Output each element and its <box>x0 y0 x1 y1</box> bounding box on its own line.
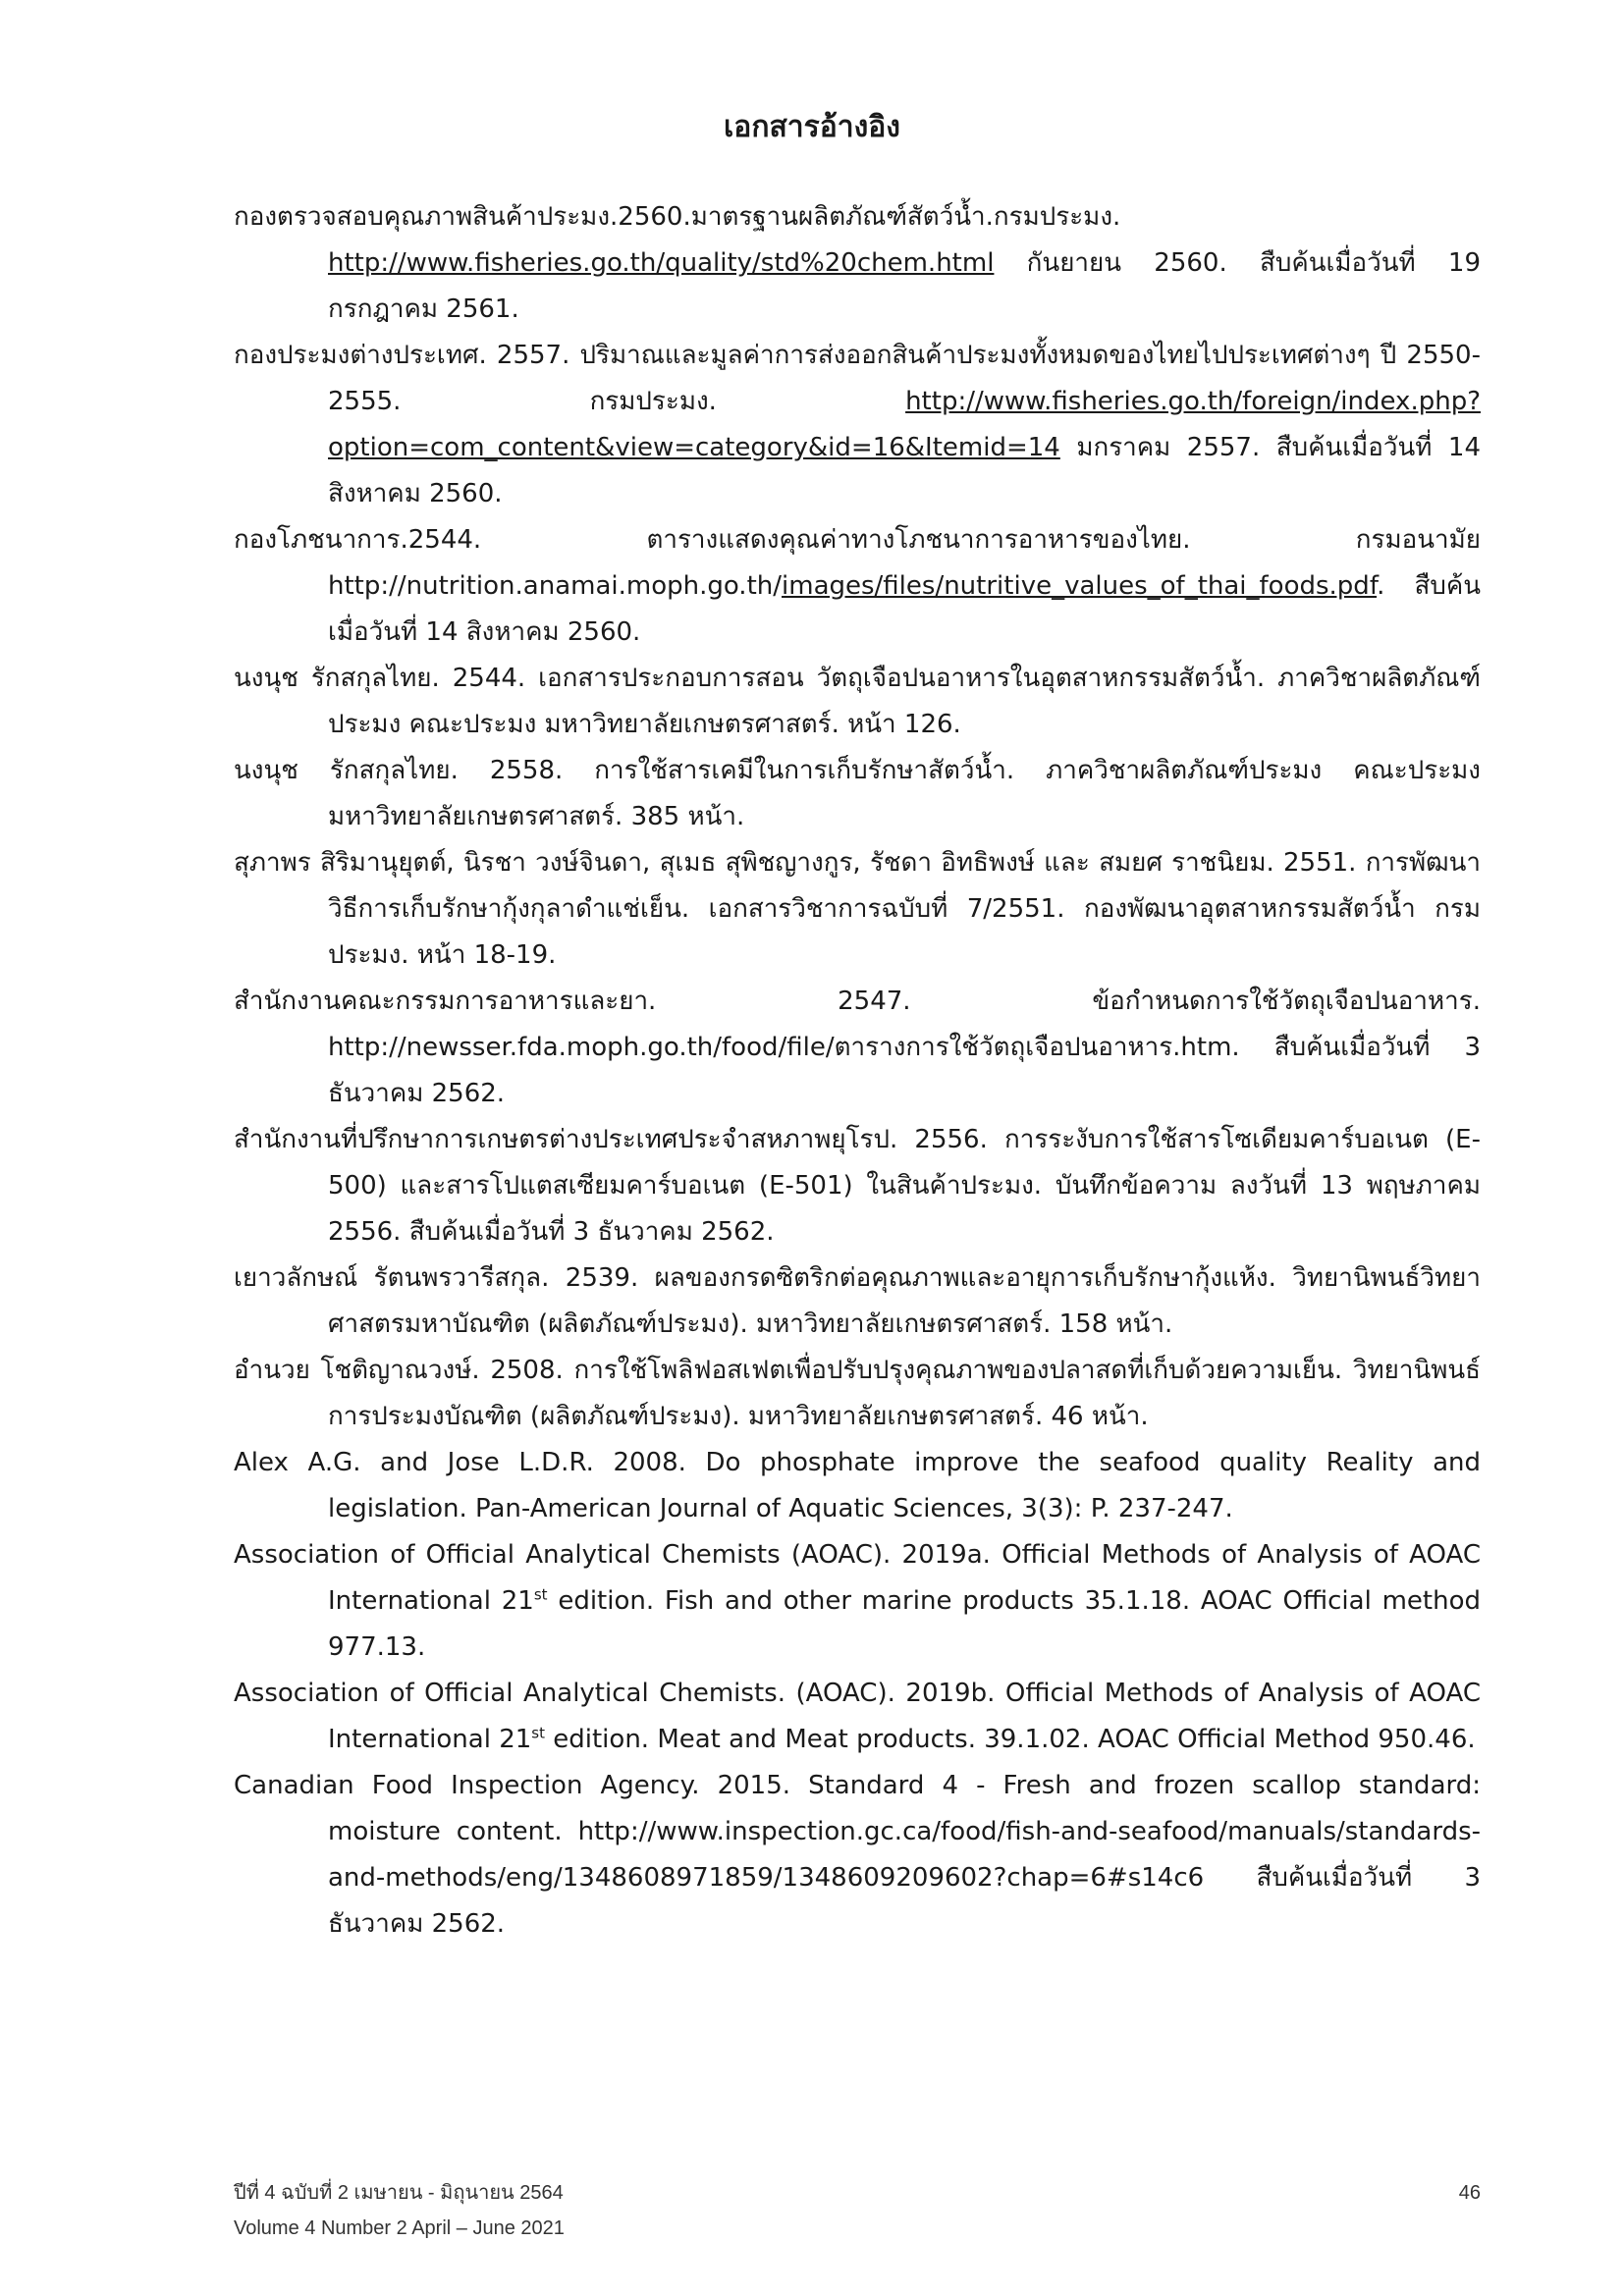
footer-issue-english: Volume 4 Number 2 April – June 2021 <box>234 2217 565 2239</box>
reference-text: มกราคม 2557. สืบค้นเมื่อวันที่ 14 สิงหาคม 2560. <box>328 433 1481 508</box>
reference-text: นงนุช รักสกุลไทย. 2558. การใช้สารเคมีในการเก็บรักษาสัตว์น้ำ. ภาควิชาผลิตภัณฑ์ประมง คณะประมง มหาวิทยาลัยเกษตรศาสตร์. 385 หน้า. <box>234 756 1481 831</box>
reference-text: เยาวลักษณ์ รัตนพรวารีสกุล. 2539. ผลของกรดซิตริกต่อคุณภาพและอายุการเก็บรักษากุ้งแห้ง. วิทยานิพนธ์วิทยาศาสตรมหาบัณฑิต (ผลิตภัณฑ์ประมง). มหาวิทยาลัยเกษตรศาสตร์. 158 หน้า. <box>234 1263 1481 1339</box>
reference-text: กองตรวจสอบคุณภาพสินค้าประมง.2560.มาตรฐานผลิตภัณฑ์สัตว์น้ำ.กรมประมง. <box>234 202 1121 232</box>
reference-entry <box>234 840 1481 979</box>
reference-text: นงนุช รักสกุลไทย. 2544. เอกสารประกอบการสอน วัตถุเจือปนอาหารในอุตสาหกรรมสัตว์น้ำ. ภาควิชาผลิตภัณฑ์ประมง คณะประมง มหาวิทยาลัยเกษตรศาสตร์. หน้า 126. <box>234 664 1481 739</box>
reference-entry <box>234 748 1481 840</box>
reference-text: สุภาพร สิริมานุยุตต์, นิรชา วงษ์จินดา, สุเมธ สุพิชญางกูร, รัชดา อิทธิพงษ์ และ สมยศ ราชนิยม. 2551. การพัฒนาวิธีการเก็บรักษากุ้งกุลาดำแช่เย็น. เอกสารวิชาการฉบับที่ 7/2551. กองพัฒนาอุตสาหกรรมสัตว์น้ำ กรมประมง. หน้า 18-19. <box>234 848 1481 970</box>
reference-text: edition. Fish and other marine products 35.1.18. AOAC Official method 977.13. <box>328 1586 1481 1662</box>
reference-link[interactable]: http://www.fisheries.go.th/quality/std%20chem.html <box>328 248 995 278</box>
reference-entry <box>234 1117 1481 1255</box>
reference-link[interactable]: http://www.fisheries.go.th/foreign/index.php?option=com_content&view=category&id=16&Itemid=14 <box>328 387 1481 462</box>
reference-text: Association of Official Analytical Chemists (AOAC). 2019a. Official Methods of Analysis of AOAC International 21 <box>234 1540 1481 1616</box>
reference-text: . สืบค้นเมื่อวันที่ 14 สิงหาคม 2560. <box>328 571 1481 647</box>
superscript: st <box>531 1724 545 1742</box>
footer <box>234 2175 1481 2246</box>
page-number: 46 <box>1458 2182 1481 2204</box>
reference-list <box>234 194 1481 1948</box>
reference-text: Alex A.G. and Jose L.D.R. 2008. Do phosphate improve the seafood quality Reality and legislation. Pan-American Journal of Aquatic Sciences, 3(3): P. 237-247. <box>234 1448 1481 1523</box>
reference-text: Association of Official Analytical Chemists. (AOAC). 2019b. Official Methods of Analysis of AOAC International 21 <box>234 1679 1481 1754</box>
page-title: เอกสารอ้างอิง <box>724 110 900 144</box>
reference-text: Canadian Food Inspection Agency. 2015. Standard 4 - Fresh and frozen scallop standard: moisture content. http://www.inspection.gc.ca/food/fish-and-seafood/manuals/standards-and-methods/eng/1348608971859/1348609209602?chap=6#s14c6 สืบค้นเมื่อวันที่ 3 ธันวาคม 2562. <box>234 1771 1481 1939</box>
reference-text: สำนักงานคณะกรรมการอาหารและยา. 2547. ข้อกำหนดการใช้วัตถุเจือปนอาหาร. http://newsser.fda.moph.go.th/food/file/ตารางการใช้วัตถุเจือปนอาหาร.htm. สืบค้นเมื่อวันที่ 3 ธันวาคม 2562. <box>234 987 1481 1108</box>
reference-entry <box>234 1440 1481 1532</box>
superscript: st <box>533 1585 548 1604</box>
reference-entry <box>234 333 1481 517</box>
reference-entry <box>234 1255 1481 1348</box>
reference-entry <box>234 1532 1481 1671</box>
reference-link[interactable]: images/files/nutritive_values_of_thai_foods.pdf <box>782 571 1378 601</box>
reference-text: สำนักงานที่ปรึกษาการเกษตรต่างประเทศประจำสหภาพยุโรป. 2556. การระงับการใช้สารโซเดียมคาร์บอเนต (E-500) และสารโปแตสเซียมคาร์บอเนต (E-501) ในสินค้าประมง. บันทึกข้อความ ลงวันที่ 13 พฤษภาคม 2556. สืบค้นเมื่อวันที่ 3 ธันวาคม 2562. <box>234 1125 1481 1247</box>
reference-entry <box>234 1763 1481 1948</box>
reference-entry <box>234 1348 1481 1440</box>
reference-entry <box>234 517 1481 656</box>
footer-issue-thai: ปีที่ 4 ฉบับที่ 2 เมษายน - มิถุนายน 2564 <box>234 2182 564 2204</box>
reference-text: อำนวย โชติญาณวงษ์. 2508. การใช้โพลิฟอสเฟตเพื่อปรับปรุงคุณภาพของปลาสดที่เก็บด้วยความเย็น. วิทยานิพนธ์การประมงบัณฑิต (ผลิตภัณฑ์ประมง). มหาวิทยาลัยเกษตรศาสตร์. 46 หน้า. <box>234 1356 1481 1431</box>
reference-entry <box>234 656 1481 748</box>
reference-text: กองโภชนาการ.2544. ตารางแสดงคุณค่าทางโภชนาการอาหารของไทย. กรมอนามัย http://nutrition.anamai.moph.go.th/ <box>234 525 1481 601</box>
reference-entry <box>234 979 1481 1117</box>
reference-entry <box>234 194 1481 333</box>
reference-text: กันยายน 2560. สืบค้นเมื่อวันที่ 19 กรกฎาคม 2561. <box>328 248 1481 324</box>
reference-text: กองประมงต่างประเทศ. 2557. ปริมาณและมูลค่าการส่งออกสินค้าประมงทั้งหมดของไทยไปประเทศต่างๆ ปี 2550-2555. กรมประมง. <box>234 341 1481 416</box>
reference-text: edition. Meat and Meat products. 39.1.02. AOAC Official Method 950.46. <box>545 1725 1476 1754</box>
reference-entry <box>234 1671 1481 1763</box>
